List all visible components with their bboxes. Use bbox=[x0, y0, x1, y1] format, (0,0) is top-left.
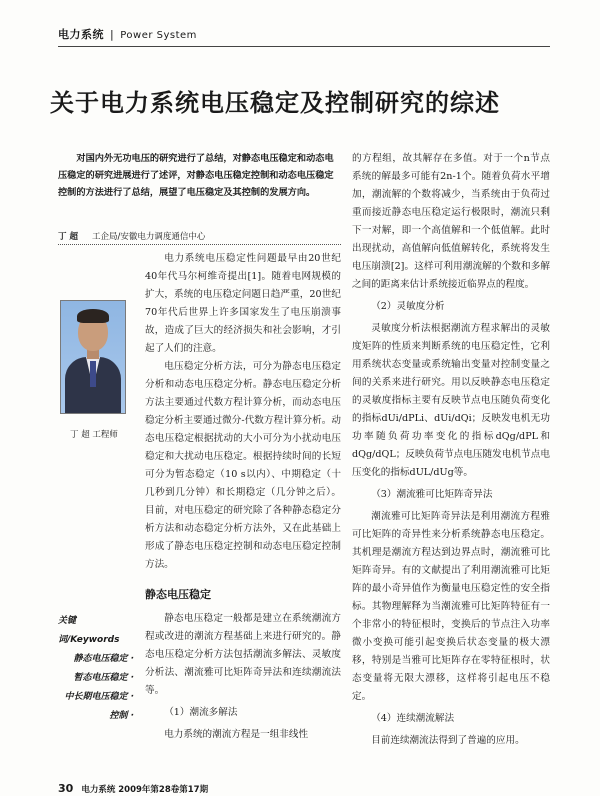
abstract-divider bbox=[58, 244, 341, 245]
page-number: 30 bbox=[58, 782, 74, 795]
body-paragraph: 电力系统的潮流方程是一组非线性 bbox=[164, 729, 309, 740]
keywords-heading: 关键词/Keywords bbox=[58, 616, 120, 645]
article-title: 关于电力系统电压稳定及控制研究的综述 bbox=[50, 88, 500, 117]
subsection-heading: （4）连续潮流解法 bbox=[371, 713, 455, 724]
keywords-block bbox=[58, 612, 134, 726]
author-affiliation: 工企局/安徽电力调度通信中心 bbox=[91, 232, 206, 242]
keyword-item: 静态电压稳定 · bbox=[73, 654, 134, 664]
subsection-heading: （2）灵敏度分析 bbox=[371, 301, 445, 312]
keyword-item: 中长期电压稳定 · bbox=[64, 692, 134, 702]
keyword-item: 控制 · bbox=[109, 711, 134, 721]
header-separator: | bbox=[110, 28, 115, 41]
footer-text: 电力系统 2009年第28卷第17期 bbox=[81, 785, 209, 795]
author-line bbox=[58, 230, 341, 242]
subsection-heading: （3）潮流雅可比矩阵奇异法 bbox=[371, 489, 493, 500]
keyword-item: 暂态电压稳定 · bbox=[73, 673, 134, 683]
header-section-cn: 电力系统 bbox=[58, 28, 104, 41]
body-column-left bbox=[145, 250, 341, 744]
header-rule bbox=[58, 46, 550, 47]
author-photo bbox=[60, 300, 126, 414]
body-paragraph: 静态电压稳定一般都是建立在系统潮流方程或改进的潮流方程基础上来进行研究的。静态电压稳定分析方法包括潮流多解法、灵敏度分析法、潮流雅可比矩阵奇异法和连续潮流法等。 bbox=[145, 613, 341, 696]
photo-caption: 丁 超 工程师 bbox=[70, 430, 118, 440]
body-paragraph: 目前连续潮流法得到了普遍的应用。 bbox=[371, 735, 525, 746]
body-paragraph: 灵敏度分析法根据潮流方程求解出的灵敏度矩阵的性质来判断系统的电压稳定性，它利用系统状态变量或系统输出变量对控制变量之间的关系来进行研究。用以反映静态电压稳定的灵敏度指标主要有反映节点电压随负荷变化的指标dUi/dPLi、dUi/dQi；反映发电机无功功率随负荷功率变化的指标dQg/dPL和dQg/dQL；反映负荷节点电压随发电机节点电压变化的指标dUL/dUg等。 bbox=[352, 323, 550, 478]
author-name: 丁 超 bbox=[58, 232, 78, 242]
header-section-en: Power System bbox=[120, 30, 197, 41]
section-heading: 静态电压稳定 bbox=[145, 588, 211, 601]
body-paragraph: 潮流雅可比矩阵奇异法是利用潮流方程雅可比矩阵的奇异性来分析系统静态电压稳定。其机理是潮流方程达到边界点时，潮流雅可比矩阵奇异。有的文献提出了利用潮流雅可比矩阵的最小奇异值作为衡量电压稳定性的安全指标。其物理解释为当潮流雅可比矩阵特征有一个非常小的特征根时，变换后的节点注入功率微小变换可能引起变换后状态变量的极大漂移，特别是当雅可比矩阵存在零特征根时，状态变量将无限大漂移，这样将引起电压不稳定。 bbox=[352, 511, 550, 702]
body-paragraph: 电压稳定分析方法，可分为静态电压稳定分析和动态电压稳定分析。静态电压稳定分析方法主要通过代数方程计算分析，而动态电压稳定分析主要通过微分-代数方程计算分析。动态电压稳定根据扰动的大小可分为小扰动电压稳定和大扰动电压稳定。根据持续时间的长短可分为暂态稳定（10 s以内）、中期稳定（十几秒到几分钟）和长期稳定（几分钟之后）。目前，对电压稳定的研究除了各种静态稳定分析方法和动态稳定分析方法外，又在此基础上形成了静态电压稳定控制和动态电压稳定控制方法。 bbox=[145, 361, 341, 570]
body-paragraph: 电力系统电压稳定性问题最早由20世纪40年代马尔柯维奇提出[1]。随着电网规模的扩大，系统的电压稳定问题日趋严重，20世纪70年代后世界上许多国家发生了电压崩溃事故，造成了巨大的经济损失和社会影响，才引起了人们的注意。 bbox=[145, 253, 341, 354]
subsection-heading: （1）潮流多解法 bbox=[164, 707, 238, 718]
running-header bbox=[58, 26, 197, 42]
abstract: 对国内外无功电压的研究进行了总结，对静态电压稳定和动态电压稳定的研究进展进行了述评，对静态电压稳定控制和动态电压稳定控制的方法进行了总结，展望了电压稳定及其控制的发展方向。 bbox=[58, 153, 334, 198]
body-paragraph: 的方程组，故其解存在多值。对于一个n节点系统的解最多可能有2n-1个。随着负荷水平增加，潮流解的个数将减少，当系统由于负荷过重而接近静态电压稳定运行极限时，潮流只剩下一对解，即一个高值解和一个低值解。此时出现扰动，高值解向低值解转化，系统将发生电压崩溃[2]。这样可利用潮流解的个数和多解之间的距离来估计系统接近临界点的程度。 bbox=[352, 153, 550, 290]
page-footer bbox=[58, 782, 208, 795]
body-column-right bbox=[352, 150, 550, 750]
